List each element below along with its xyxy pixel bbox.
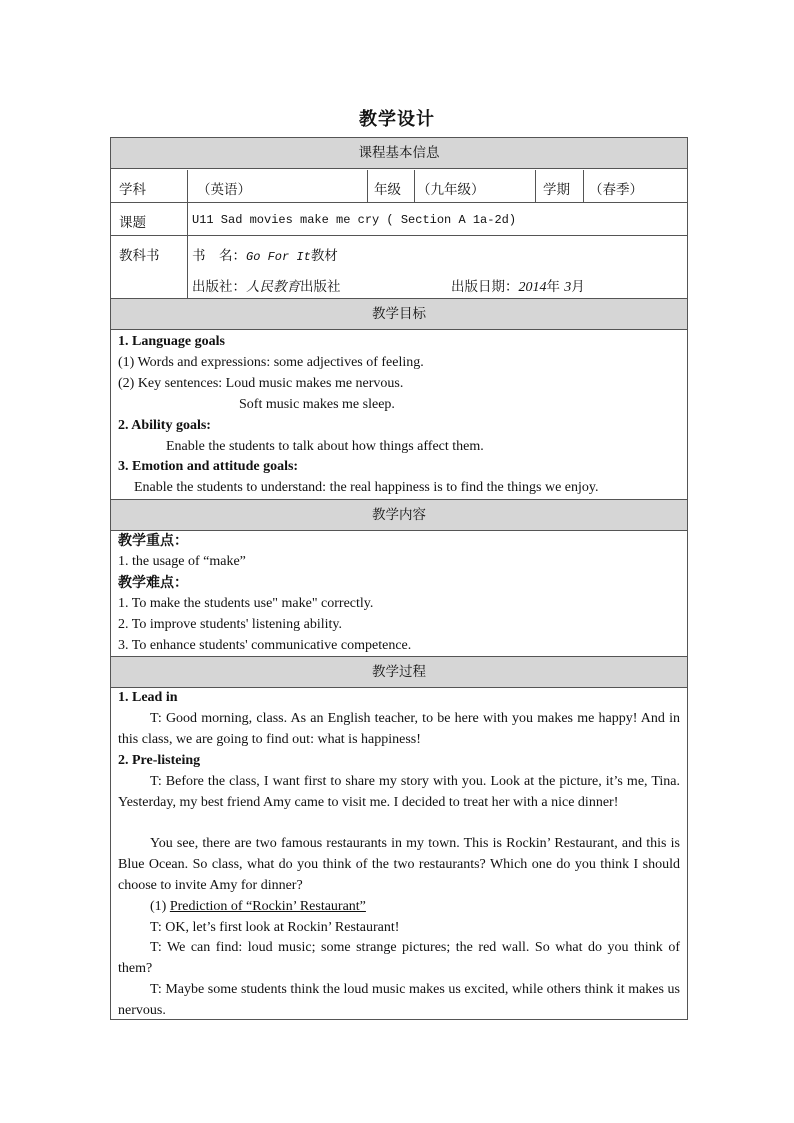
grade-value: （九年级） [417,182,485,198]
textbook-label: 教科书 [119,248,160,264]
goal-heading: 3. Emotion and attitude goals: [118,459,299,475]
goal-heading: 2. Ability goals: [118,417,211,433]
pre-listening-title: 2. Pre-listeing [118,753,201,768]
difficult-point-item: 3. To enhance students' communicative competence. [118,638,412,653]
pre-listening-paragraph: You see, there are two famous restaurants in my town. This is Rockin’ Restaurant, and this is Blue Ocean. So class, what do you think of the two restaurants? Which one do you think I should choose to invite Amy for dinner? [118,836,680,893]
difficult-points-label: 教学难点： [118,575,188,591]
subject-value: （英语） [197,182,251,198]
date-prefix: 出版日期： [451,279,519,295]
lead-in-title: 1. Lead in [118,690,178,705]
column-divider [367,170,368,203]
process-header: 教学过程 [111,656,687,688]
column-divider [187,170,188,298]
topic-label: 课题 [119,215,146,231]
page-title: 教学设计 [359,109,435,130]
prediction-line [150,897,366,917]
goal-line: (2) Key sentences: Loud music makes me nervous. [118,375,404,391]
column-divider [414,170,415,203]
prediction-heading: Prediction of “Rockin’ Restaurant” [169,899,366,914]
date-month-unit: 月 [571,279,585,295]
goal-line: Enable the students to understand: the real happiness is to find the things we enjoy. [134,480,599,496]
date-month: 3 [564,280,572,295]
book-name-prefix: 书 名： [192,248,246,264]
publisher [192,275,341,295]
goal-heading: 1. Language goals [118,334,225,349]
book-name-suffix: 教材 [310,248,338,264]
publish-date [451,275,585,296]
pre-listening-paragraph: T: Before the class, I want first to share my story with you. Look at the picture, it’s me, Tina. Yesterday, my best friend Amy came to visit me. I decided to treat her with a nice dinner! [118,774,680,810]
row-divider [111,202,687,203]
content-header: 教学内容 [111,499,687,531]
process-paragraph: T: Maybe some students think the loud music makes us excited, while others think it makes us nervous. [118,982,680,1018]
basic-info-header: 课程基本信息 [111,138,687,169]
difficult-point-item: 2. To improve students' listening ability. [118,617,342,632]
topic-value: U11 Sad movies make me cry ( Section A 1a-2d) [192,213,517,227]
term-label: 学期 [543,182,570,198]
lesson-plan-table [110,137,688,1020]
key-points-label: 教学重点： [118,533,188,549]
lead-in-paragraph: T: Good morning, class. As an English teacher, to be here with you makes me happy! And in this class, we are going to find out: what is happiness! [118,711,680,747]
grade-label: 年级 [374,182,401,198]
publisher-name: 人民教育 [246,279,300,295]
column-divider [535,170,536,203]
column-divider [583,170,584,203]
process-paragraph: T: We can find: loud music; some strange pictures; the red wall. So what do you think of them? [118,940,680,976]
publisher-prefix: 出版社： [192,279,246,295]
row-divider [111,235,687,236]
publisher-suffix: 出版社 [300,279,341,295]
date-year: 2014 [518,280,547,295]
book-name-title: Go For It [246,250,311,264]
subject-label: 学科 [119,182,146,198]
goal-line: Soft music makes me sleep. [239,396,395,412]
goal-line: (1) Words and expressions: some adjectives of feeling. [118,354,424,370]
book-name [192,244,338,264]
goal-line: Enable the students to talk about how things affect them. [166,438,484,454]
process-paragraph: T: OK, let’s first look at Rockin’ Restaurant! [150,920,400,935]
prediction-number: (1) [150,899,170,914]
date-year-unit: 年 [546,279,565,295]
term-value: （春季） [589,182,643,198]
goals-header: 教学目标 [111,298,687,330]
key-point-item: 1. the usage of “make” [118,554,246,569]
difficult-point-item: 1. To make the students use" make" correctly. [118,596,374,611]
